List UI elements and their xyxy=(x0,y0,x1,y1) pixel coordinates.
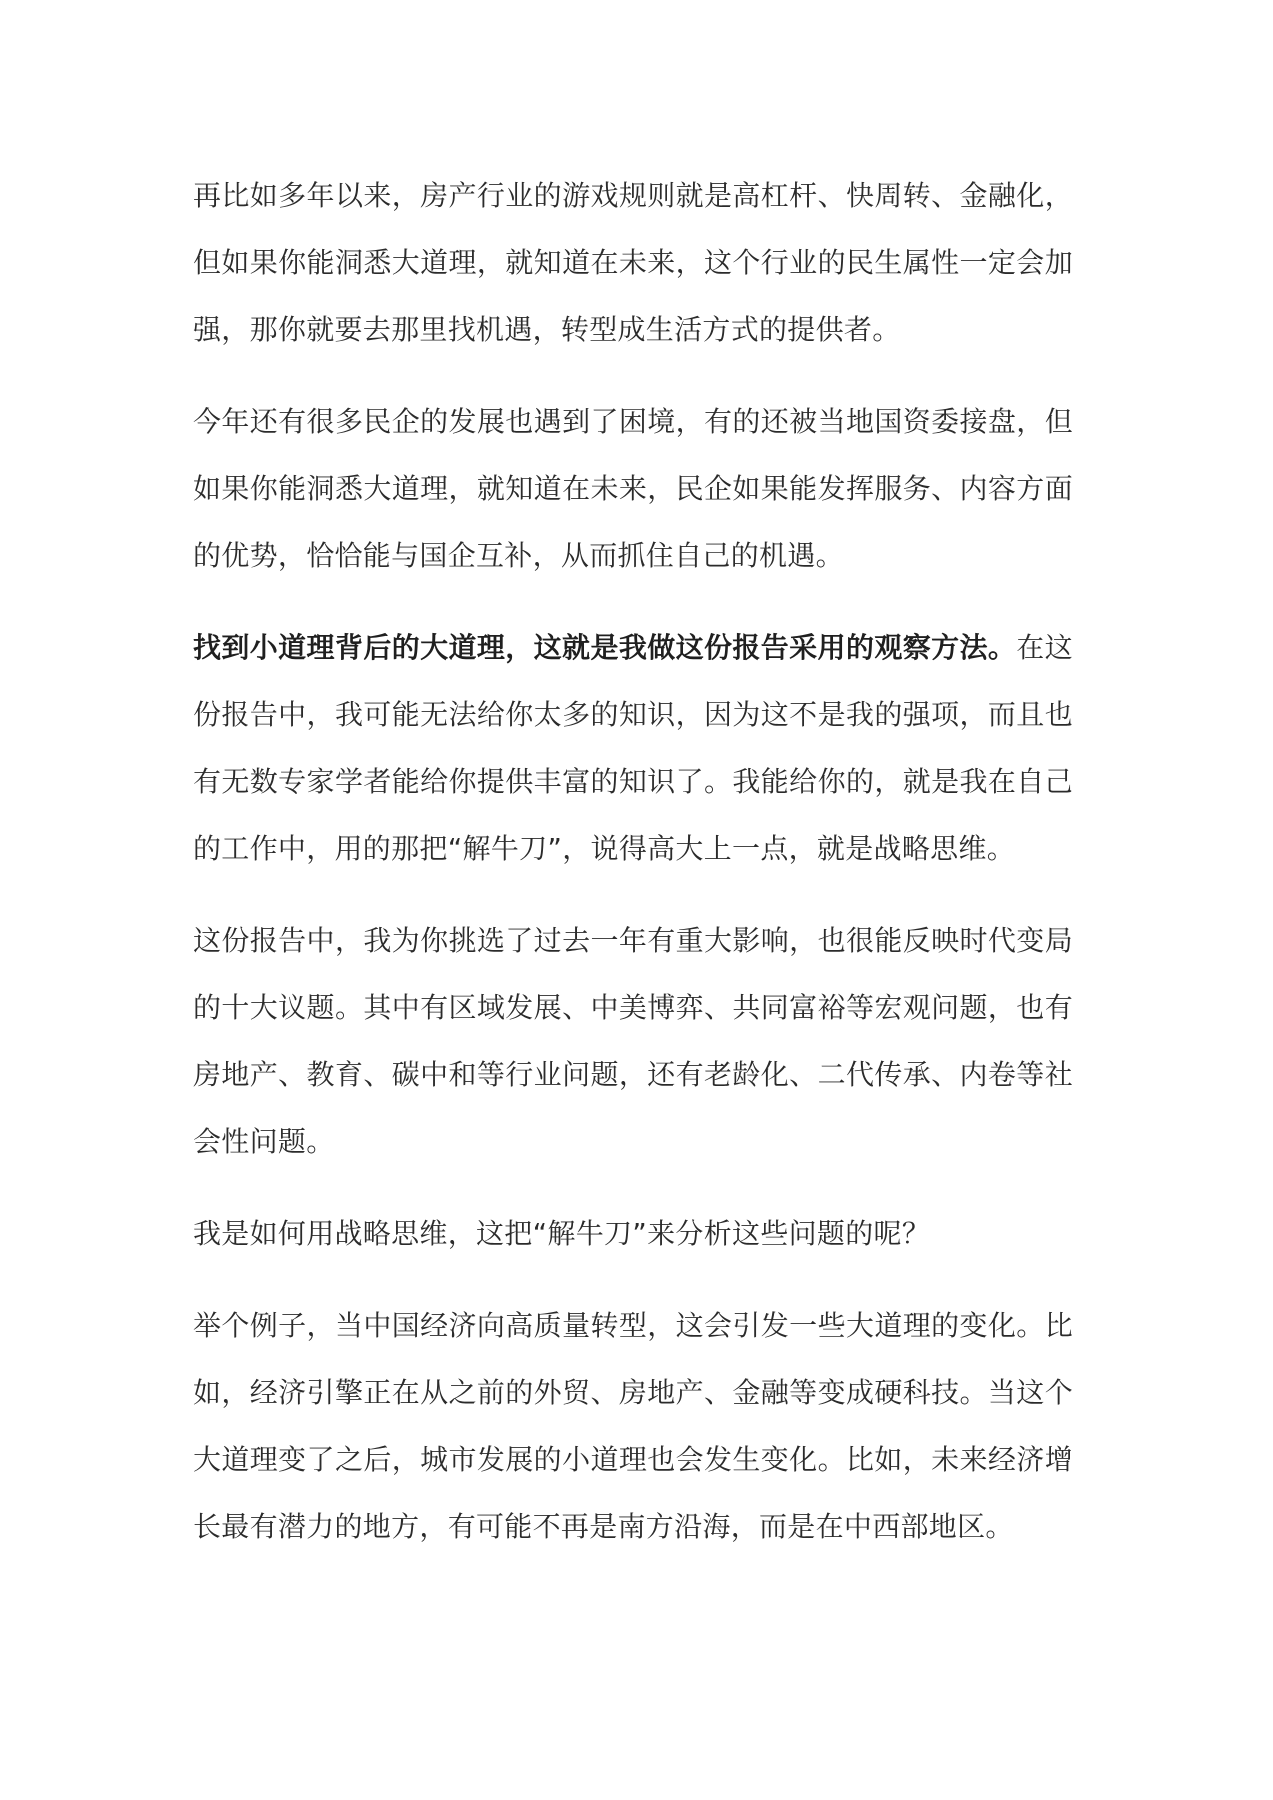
paragraph-5 xyxy=(193,1200,1073,1267)
paragraph-3-text: 在这份报告中，我可能无法给你太多的知识，因为这不是我的强项，而且也有无数专家学者能给你提供丰富的知识了。我能给你的，就是我在自己的工作中，用的那把“解牛刀”，说得高大上一点，就是战略思维。 xyxy=(193,631,1073,865)
article-body xyxy=(193,162,1073,1585)
paragraph-4-text: 这份报告中，我为你挑选了过去一年有重大影响，也很能反映时代变局的十大议题。其中有区域发展、中美博弈、共同富裕等宏观问题，也有房地产、教育、碳中和等行业问题，还有老龄化、二代传承、内卷等社会性问题。 xyxy=(193,924,1073,1158)
paragraph-1 xyxy=(193,162,1073,363)
paragraph-2 xyxy=(193,388,1073,589)
paragraph-1-text: 再比如多年以来，房产行业的游戏规则就是高杠杆、快周转、金融化，但如果你能洞悉大道理，就知道在未来，这个行业的民生属性一定会加强，那你就要去那里找机遇，转型成生活方式的提供者。 xyxy=(193,179,1073,346)
paragraph-2-text: 今年还有很多民企的发展也遇到了困境，有的还被当地国资委接盘，但如果你能洞悉大道理，就知道在未来，民企如果能发挥服务、内容方面的优势，恰恰能与国企互补，从而抓住自己的机遇。 xyxy=(193,405,1073,572)
paragraph-6 xyxy=(193,1292,1073,1560)
paragraph-3-bold-lead: 找到小道理背后的大道理，这就是我做这份报告采用的观察方法。 xyxy=(193,631,1017,664)
paragraph-5-text: 我是如何用战略思维，这把“解牛刀”来分析这些问题的呢？ xyxy=(193,1217,931,1250)
paragraph-3 xyxy=(193,614,1073,882)
paragraph-6-text: 举个例子，当中国经济向高质量转型，这会引发一些大道理的变化。比如，经济引擎正在从之前的外贸、房地产、金融等变成硬科技。当这个大道理变了之后，城市发展的小道理也会发生变化。比如，未来经济增长最有潜力的地方，有可能不再是南方沿海，而是在中西部地区。 xyxy=(193,1309,1073,1543)
paragraph-4 xyxy=(193,907,1073,1175)
